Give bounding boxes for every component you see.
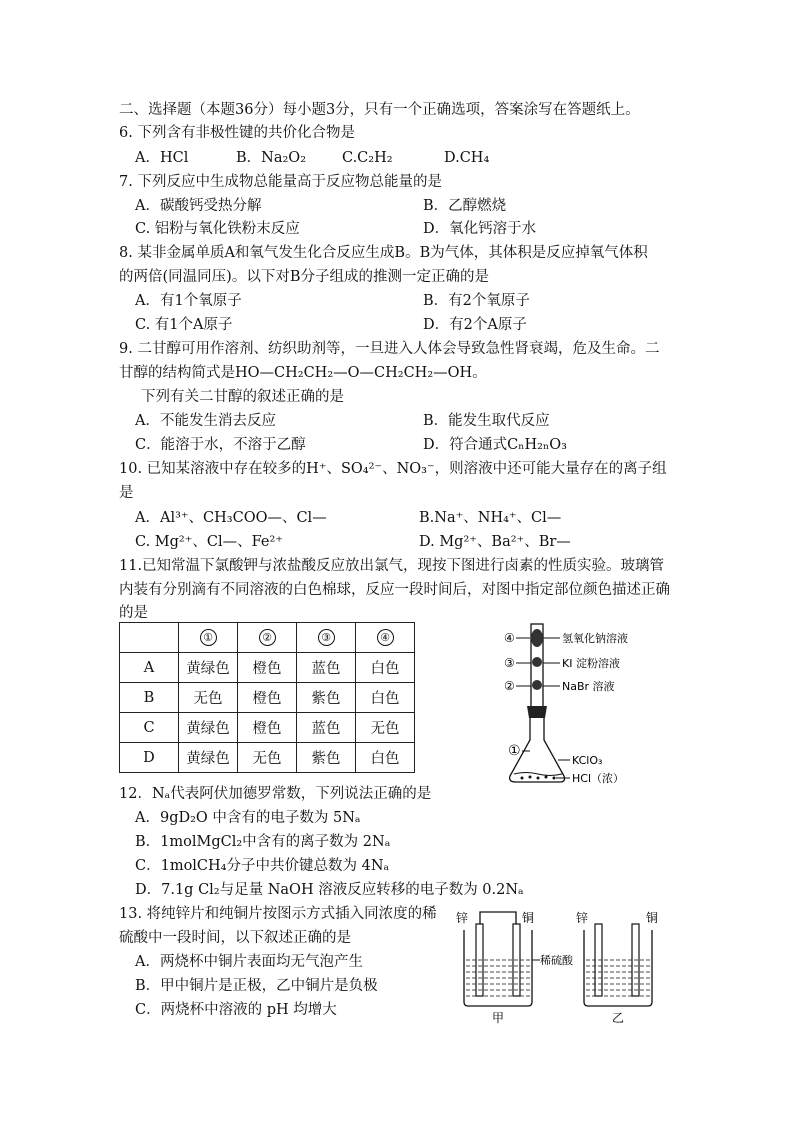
table-cell: 橙色 — [238, 683, 297, 713]
q11-stem-line2: 内装有分别滴有不同溶液的白色棉球，反应一段时间后，对图中指定部位颜色描述正确 — [119, 582, 670, 598]
q11-stem-line3: 的是 — [119, 605, 148, 621]
q10-option-c: C. Mg²⁺、Cl—、Fe²⁺ — [135, 534, 283, 550]
q6-option-b: B．Na₂O₂ — [236, 150, 307, 166]
label-cu-yi: 铜 — [646, 911, 659, 925]
q6-option-d: D.CH₄ — [444, 150, 490, 166]
q12-option-c: C．1molCH₄分子中共价键总数为 4Nₐ — [135, 858, 390, 874]
q11-color-table — [119, 622, 415, 773]
table-cell: B — [120, 683, 179, 713]
table-cell: 白色 — [356, 653, 415, 683]
beaker-jia — [464, 930, 532, 1006]
table-cell: 紫色 — [297, 743, 356, 773]
q10-option-d: D. Mg²⁺、Ba²⁺、Br— — [419, 534, 571, 550]
stopper — [527, 706, 547, 718]
q8-stem-line1: 8. 某非金属单质A和氧气发生化合反应生成B。B为气体，其体积是反应掉氧气体积 — [119, 245, 648, 261]
halogen-apparatus-figure — [496, 618, 656, 790]
circled-number-4: ④ — [377, 629, 394, 646]
wire — [480, 912, 516, 924]
marker-3: ③ — [504, 656, 515, 670]
q9-option-d: D．符合通式CₙH₂ₙO₃ — [423, 437, 567, 453]
q12-option-d: D．7.1g Cl₂与足量 NaOH 溶液反应转移的电子数为 0.2Nₐ — [135, 882, 524, 898]
q12-option-b: B．1molMgCl₂中含有的离子数为 2Nₐ — [135, 834, 391, 850]
q7-stem: 7. 下列反应中生成物总能量高于反应物总能量的是 — [119, 174, 442, 190]
table-cell: 橙色 — [238, 653, 297, 683]
table-cell: 黄绿色 — [179, 653, 238, 683]
q13-stem-line2: 硫酸中一段时间，以下叙述正确的是 — [119, 930, 351, 946]
q9-stem-line2: 甘醇的结构简式是HO—CH₂CH₂—O—CH₂CH₂—OH。 — [119, 365, 487, 381]
table-cell: 橙色 — [238, 713, 297, 743]
label-ki: KI 淀粉溶液 — [562, 657, 620, 670]
cotton-ball-3 — [532, 657, 542, 667]
cotton-ball-2 — [532, 680, 542, 690]
table-cell: 白色 — [356, 743, 415, 773]
cotton-ball-4 — [531, 629, 543, 647]
label-kclo3: KClO₃ — [572, 754, 603, 767]
table-cell: 无色 — [179, 683, 238, 713]
marker-2: ② — [504, 679, 515, 693]
table-cell: 蓝色 — [297, 653, 356, 683]
table-header-cell — [238, 623, 297, 653]
q10-stem-line1: 10. 已知某溶液中存在较多的H⁺、SO₄²⁻、NO₃⁻，则溶液中还可能大量存在的离子组 — [119, 461, 667, 477]
label-zn-jia: 锌 — [456, 911, 469, 925]
table-cell: D — [120, 743, 179, 773]
label-hcl: HCl（浓） — [572, 772, 625, 785]
table-row — [120, 683, 415, 713]
table-cell: 无色 — [238, 743, 297, 773]
section-header: 二、选择题（本题36分）每小题3分，只有一个正确选项，答案涂写在答题纸上。 — [119, 102, 640, 118]
q8-option-b: B．有2个氧原子 — [423, 293, 530, 309]
q6-option-c: C.C₂H₂ — [342, 150, 393, 166]
q8-option-a: A．有1个氧原子 — [135, 293, 242, 309]
q12-stem: 12．Nₐ代表阿伏加德罗常数，下列说法正确的是 — [119, 786, 432, 802]
q10-stem-line2: 是 — [119, 485, 134, 501]
q8-option-d: D．有2个A原子 — [423, 317, 527, 333]
q8-option-c: C. 有1个A原子 — [135, 317, 233, 333]
table-header-cell — [179, 623, 238, 653]
galvanic-cell-figure — [452, 906, 668, 1026]
table-cell: 紫色 — [297, 683, 356, 713]
table-header-cell — [297, 623, 356, 653]
table-cell: 白色 — [356, 683, 415, 713]
q7-option-c: C. 铝粉与氧化铁粉末反应 — [135, 221, 300, 237]
table-row — [120, 653, 415, 683]
label-cu-jia: 铜 — [522, 911, 535, 925]
q13-option-b: B．甲中铜片是正极，乙中铜片是负极 — [135, 978, 378, 994]
table-header-cell — [120, 623, 179, 653]
q10-option-b: B.Na⁺、NH₄⁺、Cl— — [419, 510, 562, 526]
q13-option-a: A．两烧杯中铜片表面均无气泡产生 — [135, 954, 363, 970]
label-yi: 乙 — [612, 1011, 625, 1025]
marker-1: ① — [508, 743, 521, 759]
q6-stem: 6. 下列含有非极性键的共价化合物是 — [119, 125, 355, 141]
table-header-row — [120, 623, 415, 653]
q9-option-a: A．不能发生消去反应 — [135, 413, 276, 429]
label-dilute-acid: 稀硫酸 — [540, 954, 573, 967]
q11-stem-line1: 11.已知常温下氯酸钾与浓盐酸反应放出氯气，现按下图进行卤素的性质实验。玻璃管 — [119, 558, 665, 574]
q13-stem-line1: 13. 将纯锌片和纯铜片按图示方式插入同浓度的稀 — [119, 906, 437, 922]
circled-number-2: ② — [259, 629, 276, 646]
table-cell: 黄绿色 — [179, 713, 238, 743]
label-jia: 甲 — [492, 1011, 505, 1025]
q12-option-a: A．9gD₂O 中含有的电子数为 5Nₐ — [135, 810, 361, 826]
q6-option-a: A．HCl — [135, 150, 189, 166]
q7-option-b: B．乙醇燃烧 — [423, 198, 507, 214]
marker-4: ④ — [504, 631, 515, 645]
circled-number-3: ③ — [318, 629, 335, 646]
label-nabr: NaBr 溶液 — [562, 680, 615, 693]
table-row — [120, 713, 415, 743]
q9-option-c: C．能溶于水，不溶于乙醇 — [135, 437, 306, 453]
table-cell: 黄绿色 — [179, 743, 238, 773]
table-header-cell — [356, 623, 415, 653]
q13-option-c: C．两烧杯中溶液的 pH 均增大 — [135, 1002, 337, 1018]
beaker-yi — [584, 930, 652, 1006]
q7-option-d: D．氧化钙溶于水 — [423, 221, 537, 237]
label-zn-yi: 锌 — [576, 911, 589, 925]
q10-option-a: A．Al³⁺、CH₃COO—、Cl— — [135, 510, 327, 526]
table-cell: A — [120, 653, 179, 683]
q9-stem-line1: 9. 二甘醇可用作溶剂、纺织助剂等，一旦进入人体会导致急性肾衰竭，危及生命。二 — [119, 341, 660, 357]
table-cell: C — [120, 713, 179, 743]
table-row — [120, 743, 415, 773]
q9-stem-line3: 下列有关二甘醇的叙述正确的是 — [141, 389, 344, 405]
q9-option-b: B．能发生取代反应 — [423, 413, 550, 429]
q7-option-a: A．碳酸钙受热分解 — [135, 198, 262, 214]
circled-number-1: ① — [200, 629, 217, 646]
table-cell: 蓝色 — [297, 713, 356, 743]
label-naoh: 氢氧化钠溶液 — [562, 632, 628, 645]
q8-stem-line2: 的两倍(同温同压)。以下对B分子组成的推测一定正确的是 — [119, 269, 489, 285]
table-cell: 无色 — [356, 713, 415, 743]
